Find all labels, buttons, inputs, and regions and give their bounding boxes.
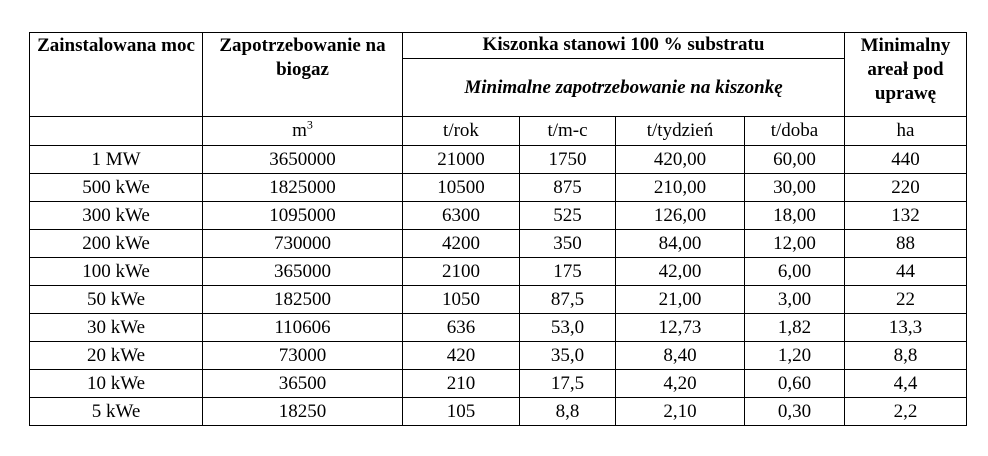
cell-biogas: 18250 [203,398,403,426]
cell-area: 132 [845,202,967,230]
unit-cell-biogas [203,117,403,146]
cell-power: 100 kWe [30,258,203,286]
cell-per-week: 420,00 [616,146,745,174]
cell-power: 10 kWe [30,370,203,398]
cell-power: 200 kWe [30,230,203,258]
cell-per-week: 21,00 [616,286,745,314]
unit-cell-per-week: t/tydzień [616,117,745,146]
unit-cell-per-day: t/doba [745,117,845,146]
cell-biogas: 365000 [203,258,403,286]
cell-per-month: 8,8 [520,398,616,426]
cell-biogas: 1825000 [203,174,403,202]
cell-per-year: 4200 [403,230,520,258]
table-row [30,286,967,314]
cell-power: 50 kWe [30,286,203,314]
cell-area: 4,4 [845,370,967,398]
unit-biogas-base: m [292,120,307,141]
cell-per-month: 350 [520,230,616,258]
cell-per-week: 210,00 [616,174,745,202]
cell-per-week: 2,10 [616,398,745,426]
table-row [30,398,967,426]
cell-power: 1 MW [30,146,203,174]
cell-per-year: 2100 [403,258,520,286]
header-biogas-demand: Zapotrzebowanie na biogaz [203,33,403,117]
unit-cell-power [30,117,203,146]
cell-per-day: 18,00 [745,202,845,230]
cell-biogas: 3650000 [203,146,403,174]
header-silage-group: Kiszonka stanowi 100 % substratu [403,33,845,59]
cell-biogas: 73000 [203,342,403,370]
cell-area: 440 [845,146,967,174]
cell-per-month: 1750 [520,146,616,174]
cell-area: 22 [845,286,967,314]
cell-biogas: 1095000 [203,202,403,230]
cell-per-day: 0,30 [745,398,845,426]
table-row [30,370,967,398]
cell-per-year: 6300 [403,202,520,230]
table-row [30,258,967,286]
unit-cell-per-month: t/m-c [520,117,616,146]
cell-per-week: 126,00 [616,202,745,230]
cell-per-day: 6,00 [745,258,845,286]
table-body [30,146,967,426]
cell-per-day: 3,00 [745,286,845,314]
cell-per-week: 84,00 [616,230,745,258]
header-min-silage-demand: Minimalne zapotrzebowanie na kiszonkę [403,59,845,117]
table-row [30,230,967,258]
cell-per-day: 30,00 [745,174,845,202]
cell-per-year: 105 [403,398,520,426]
cell-per-day: 1,82 [745,314,845,342]
cell-per-month: 525 [520,202,616,230]
table-row [30,174,967,202]
table-row [30,342,967,370]
cell-per-year: 636 [403,314,520,342]
header-installed-power: Zainstalowana moc [30,33,203,117]
cell-per-day: 1,20 [745,342,845,370]
cell-per-day: 12,00 [745,230,845,258]
table-row [30,146,967,174]
cell-area: 220 [845,174,967,202]
header-row-1 [30,33,967,59]
cell-per-month: 87,5 [520,286,616,314]
cell-per-year: 1050 [403,286,520,314]
header-min-area: Minimalny areał pod uprawę [845,33,967,117]
cell-biogas: 730000 [203,230,403,258]
cell-power: 20 kWe [30,342,203,370]
cell-per-year: 210 [403,370,520,398]
cell-power: 5 kWe [30,398,203,426]
units-row [30,117,967,146]
cell-per-month: 35,0 [520,342,616,370]
cell-power: 30 kWe [30,314,203,342]
cell-per-month: 17,5 [520,370,616,398]
cell-per-week: 8,40 [616,342,745,370]
unit-cell-area: ha [845,117,967,146]
unit-cell-per-year: t/rok [403,117,520,146]
cell-area: 88 [845,230,967,258]
cell-per-year: 10500 [403,174,520,202]
cell-power: 300 kWe [30,202,203,230]
biogas-silage-table [29,32,967,426]
cell-per-month: 53,0 [520,314,616,342]
cell-per-year: 420 [403,342,520,370]
cell-power: 500 kWe [30,174,203,202]
cell-per-week: 42,00 [616,258,745,286]
cell-per-week: 12,73 [616,314,745,342]
cell-biogas: 36500 [203,370,403,398]
table-row [30,202,967,230]
table-row [30,314,967,342]
cell-biogas: 110606 [203,314,403,342]
cell-biogas: 182500 [203,286,403,314]
cell-per-month: 175 [520,258,616,286]
cell-per-day: 60,00 [745,146,845,174]
cell-per-week: 4,20 [616,370,745,398]
cell-per-year: 21000 [403,146,520,174]
cell-per-month: 875 [520,174,616,202]
unit-biogas-exponent: 3 [306,117,313,132]
cell-area: 44 [845,258,967,286]
cell-area: 13,3 [845,314,967,342]
cell-per-day: 0,60 [745,370,845,398]
cell-area: 8,8 [845,342,967,370]
cell-area: 2,2 [845,398,967,426]
